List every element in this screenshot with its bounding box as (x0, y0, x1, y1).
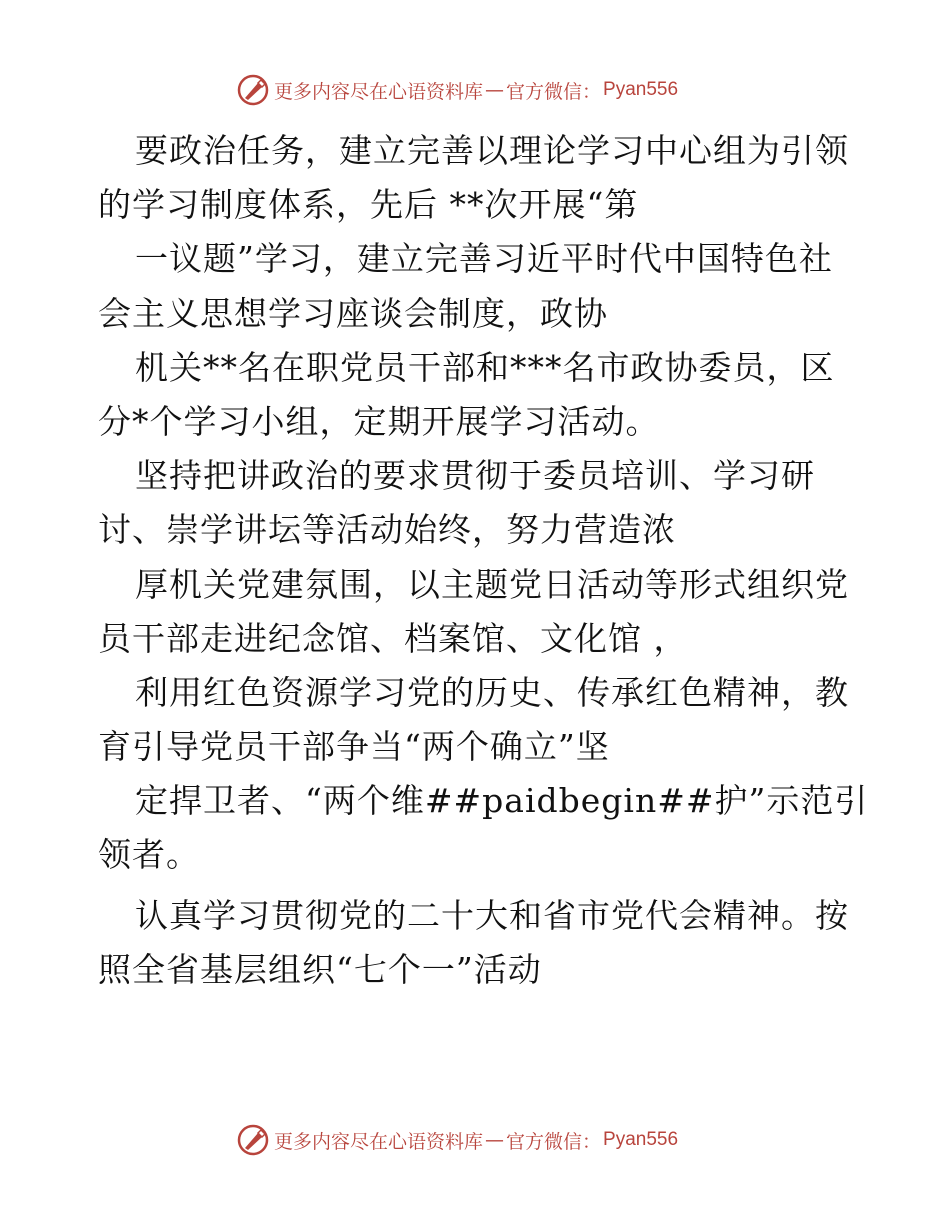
watermark-wechat-id: Pyan556 (603, 79, 679, 100)
body-line-8: 讨、崇学讲坛等活动始终，努力营造浓 (98, 510, 676, 550)
watermark-separator: — (485, 79, 505, 101)
body-line-13: 定捍卫者、“两个维##paidbegin##护”示范引 (135, 781, 869, 821)
watermark-footer (236, 1122, 678, 1158)
watermark-separator: — (485, 1129, 505, 1151)
body-line-7: 坚持把讲政治的要求贯彻于委员培训、学习研 (135, 456, 815, 496)
body-line-11: 利用红色资源学习党的历史、传承红色精神，教 (135, 672, 849, 712)
body-line-1: 要政治任务，建立完善以理论学习中心组为引领 (135, 131, 849, 170)
body-line-12: 育引导党员干部争当“两个确立”坚 (98, 727, 610, 767)
body-line-4: 会主义思想学习座谈会制度，政协 (98, 293, 608, 333)
pen-nib-icon (236, 1123, 270, 1157)
body-line-5: 机关**名在职党员干部和***名市政协委员，区 (135, 347, 835, 387)
pen-nib-icon (236, 73, 270, 107)
body-line-10: 员干部走进纪念馆、档案馆、文化馆 ， (98, 618, 688, 658)
document-body (98, 124, 878, 997)
watermark-site-name: 更多内容尽在心语资料库 (274, 80, 484, 103)
watermark-wechat-id: Pyan556 (603, 1129, 679, 1150)
body-line-3: 一议题”学习，建立完善习近平时代中国特色社 (135, 239, 833, 279)
body-line-2: 的学习制度体系，先后 **次开展“第 (98, 185, 639, 225)
body-line-6: 分*个学习小组，定期开展学习活动。 (98, 401, 660, 441)
body-line-9: 厚机关党建氛围，以主题党日活动等形式组织党 (135, 564, 849, 604)
watermark-header (236, 72, 678, 108)
watermark-wechat-label: 官方微信： (506, 80, 602, 103)
body-line-16: 照全省基层组织“七个一”活动 (98, 949, 542, 989)
watermark-wechat-label: 官方微信： (506, 1130, 602, 1153)
body-line-14: 领者。 (98, 835, 200, 875)
body-line-15: 认真学习贯彻党的二十大和省市党代会精神。按 (135, 895, 849, 935)
watermark-site-name: 更多内容尽在心语资料库 (274, 1130, 484, 1153)
